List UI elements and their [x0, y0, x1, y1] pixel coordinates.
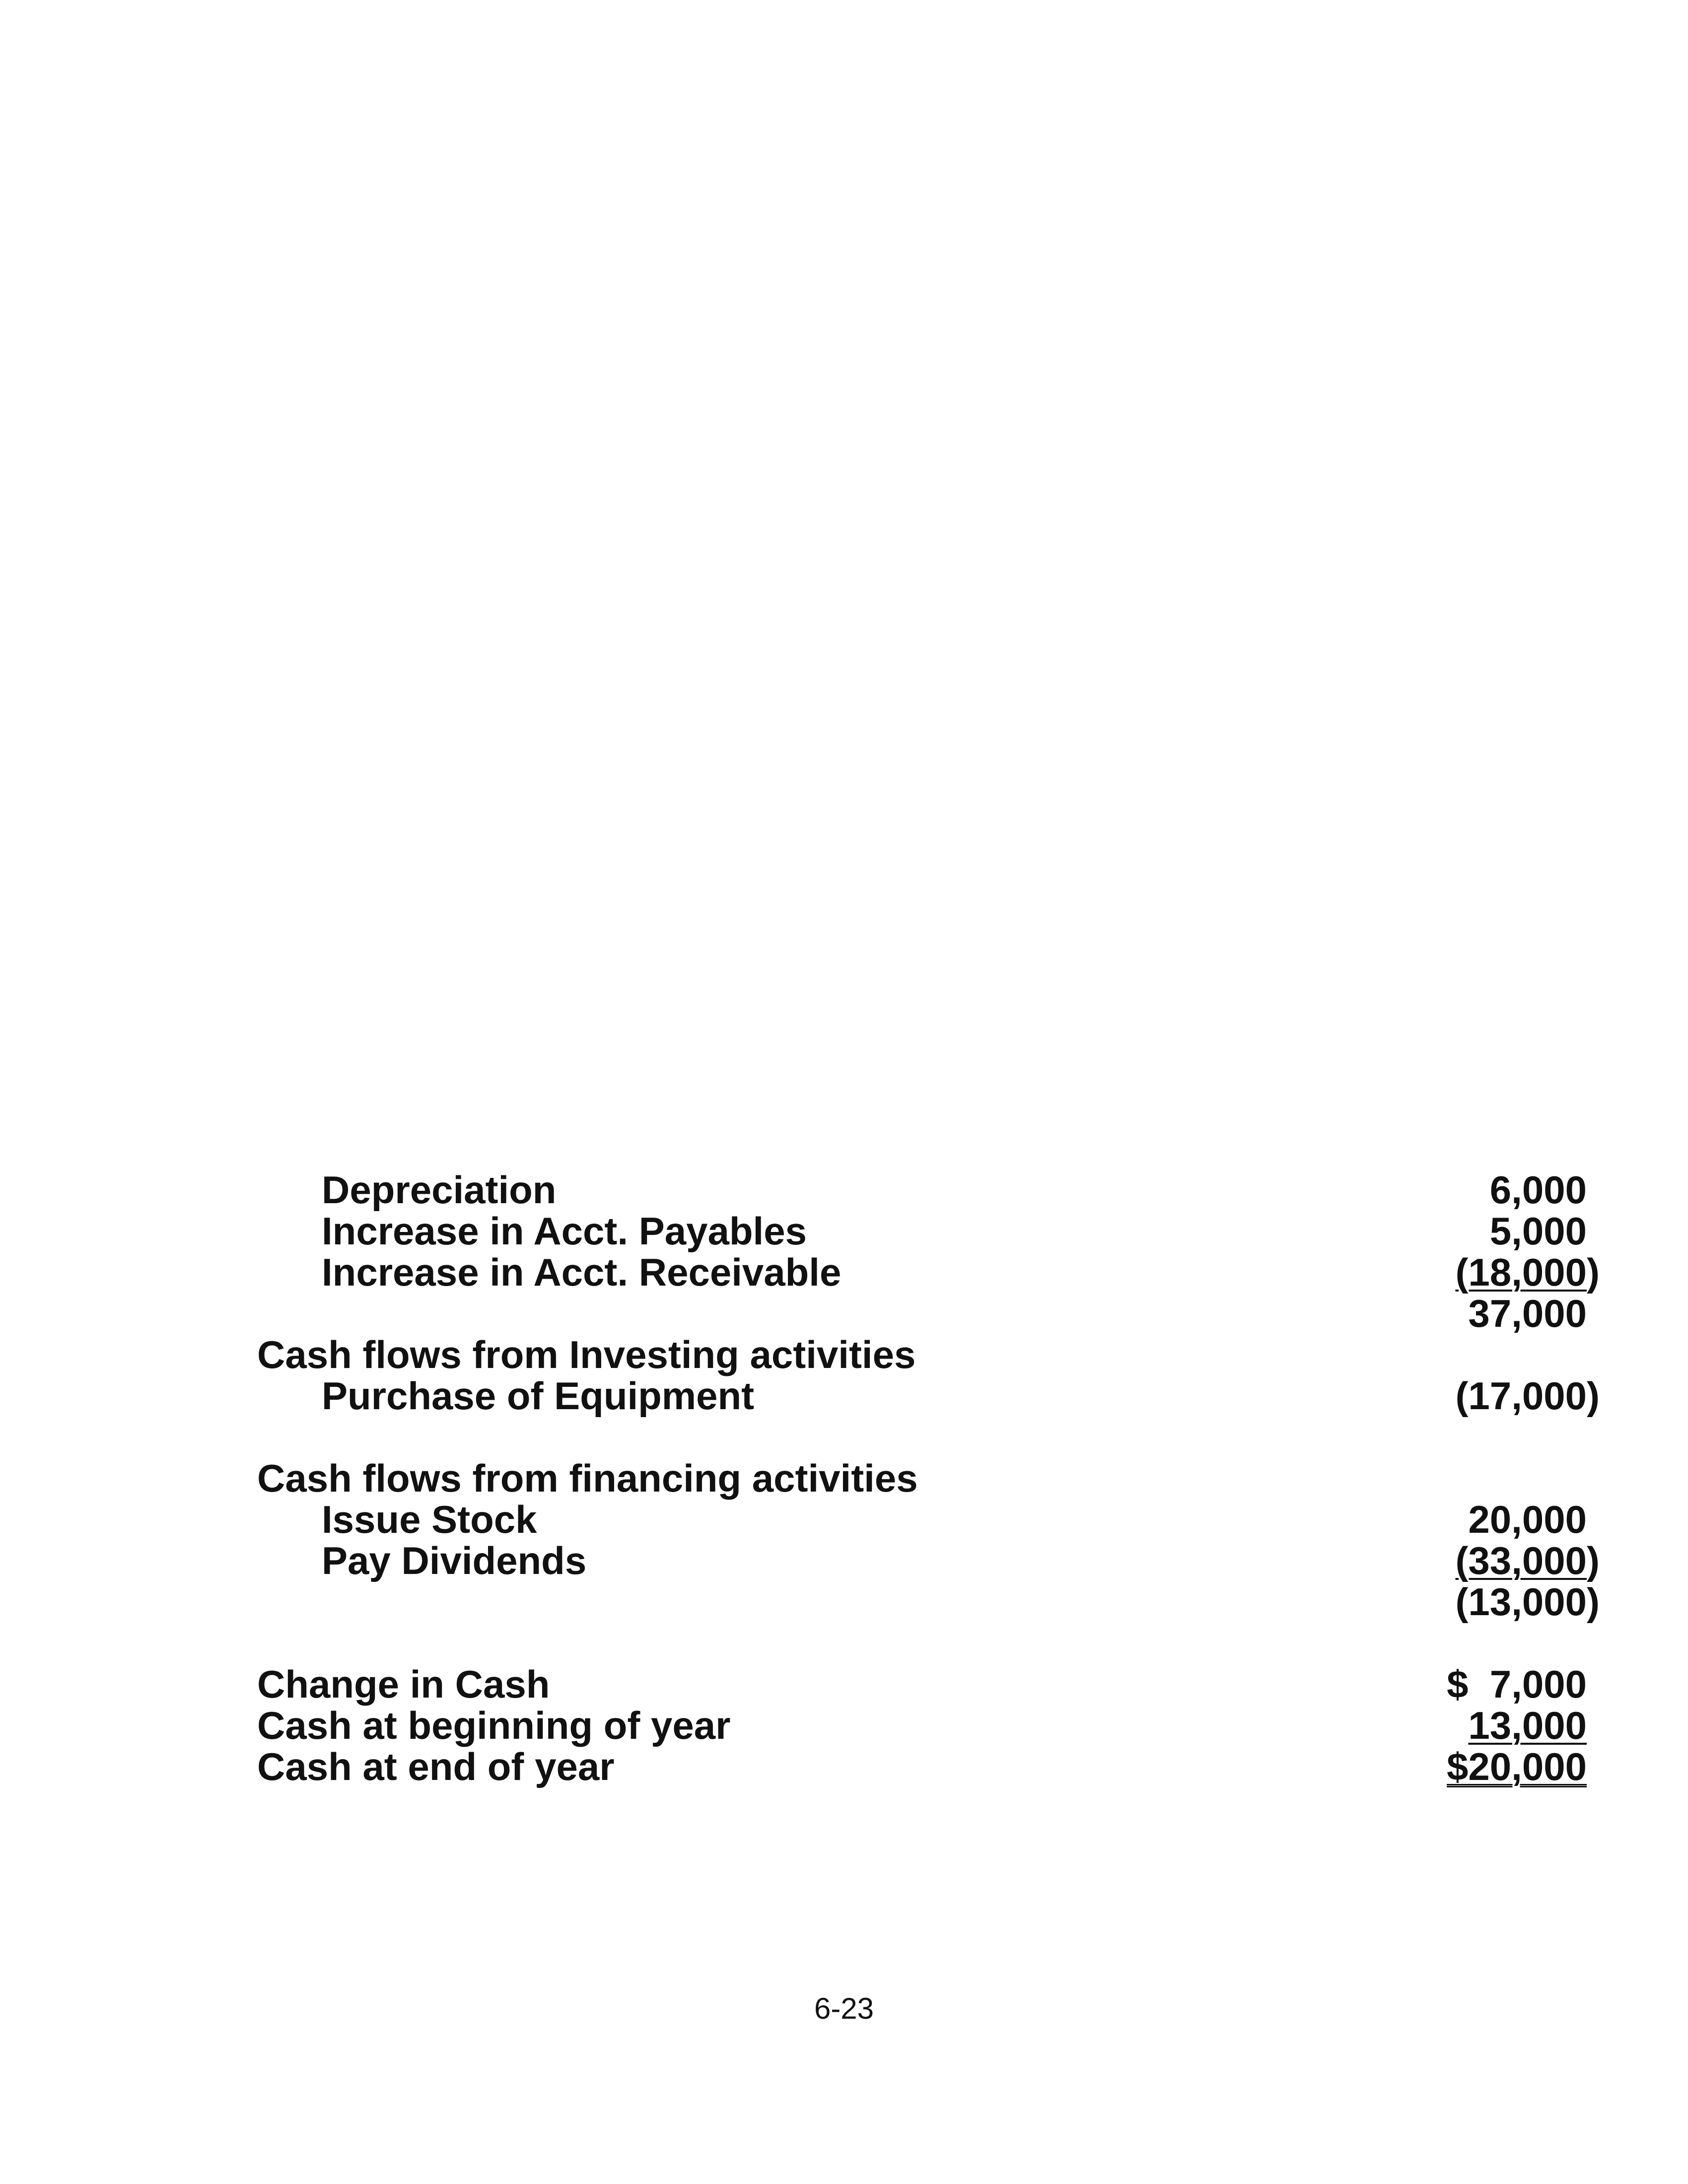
row-pay-dividends: [0, 1540, 1688, 1581]
row-cash-beginning: [0, 1705, 1688, 1746]
row-amount: (18,000): [1455, 1250, 1600, 1294]
row-amount: $ 7,000: [1447, 1662, 1587, 1706]
row-amount: (13,000): [1455, 1580, 1600, 1624]
row-label: Cash at end of year: [257, 1745, 615, 1788]
row-increase-receivable: [0, 1251, 1688, 1293]
row-amount: 6,000: [1489, 1168, 1587, 1212]
row-financing-subtotal: [0, 1581, 1688, 1623]
section-heading: Cash flows from Investing activities: [257, 1333, 916, 1376]
row-issue-stock: [0, 1499, 1688, 1540]
section-heading-financing: [0, 1457, 1688, 1499]
row-label: Increase in Acct. Receivable: [322, 1250, 842, 1294]
row-label: Issue Stock: [322, 1498, 537, 1541]
section-heading: Cash flows from financing activities: [257, 1456, 918, 1500]
page-number: 6-23: [814, 1992, 874, 2025]
row-label: Change in Cash: [257, 1662, 550, 1706]
row-cash-end: [0, 1746, 1688, 1787]
row-amount: $20,000: [1447, 1745, 1587, 1788]
row-label: Purchase of Equipment: [322, 1374, 755, 1418]
row-label: Cash at beginning of year: [257, 1704, 731, 1747]
row-change-in-cash: [0, 1663, 1688, 1705]
row-operating-subtotal: [0, 1293, 1688, 1334]
row-label: Depreciation: [322, 1168, 557, 1212]
row-amount: 20,000: [1468, 1498, 1587, 1541]
row-amount: (33,000): [1455, 1539, 1600, 1582]
row-amount: 13,000: [1468, 1704, 1587, 1747]
row-depreciation: [0, 1169, 1688, 1211]
row-amount: 37,000: [1468, 1292, 1587, 1335]
row-label: Increase in Acct. Payables: [322, 1209, 807, 1253]
row-label: Pay Dividends: [322, 1539, 587, 1582]
row-increase-payables: [0, 1210, 1688, 1252]
row-amount: 5,000: [1489, 1209, 1587, 1253]
row-amount: (17,000): [1455, 1374, 1600, 1418]
section-heading-investing: [0, 1334, 1688, 1375]
row-purchase-equipment: [0, 1375, 1688, 1417]
